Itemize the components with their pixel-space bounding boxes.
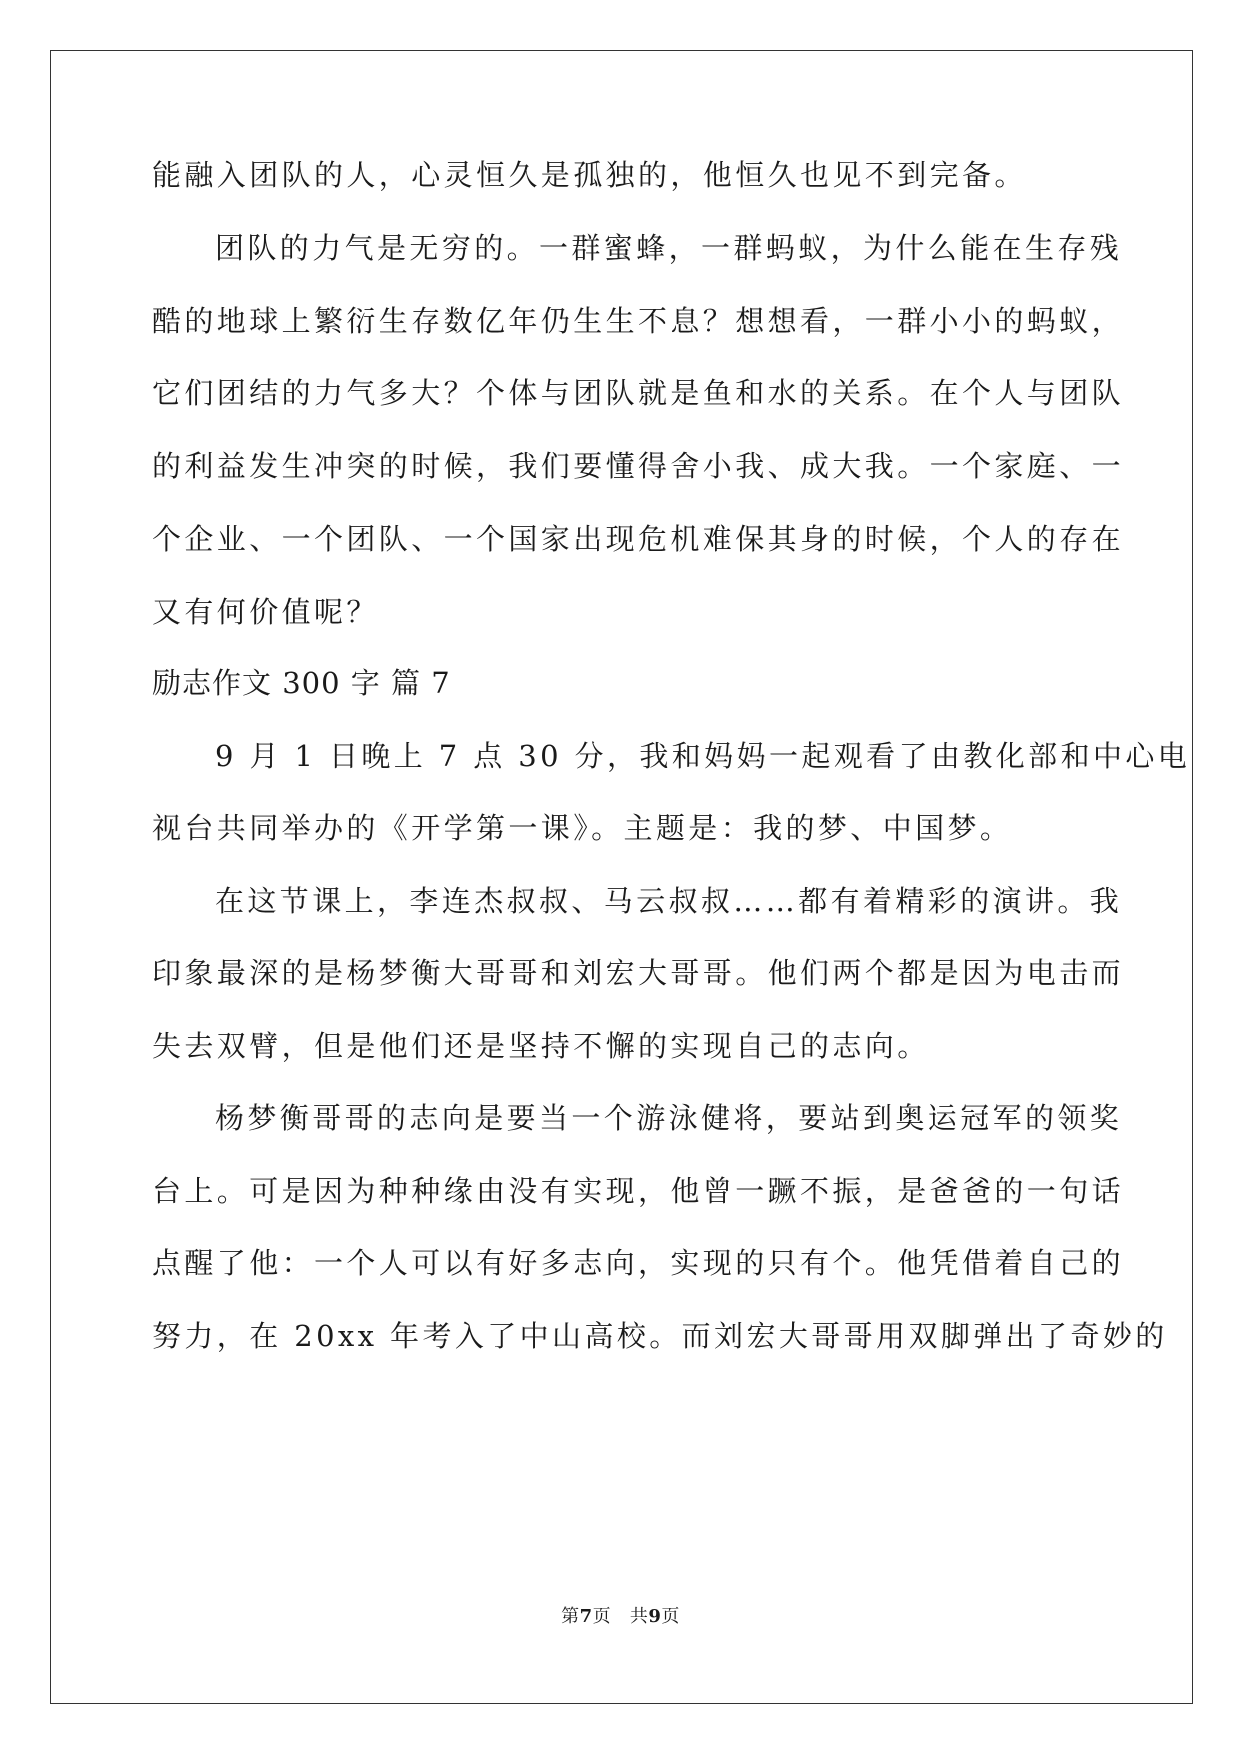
text-line: 努力，在 20xx 年考入了中山高校。而刘宏大哥哥用双脚弹出了奇妙的	[152, 1319, 1168, 1353]
page-footer	[0, 1605, 1241, 1629]
paragraph-start-line: 在这节课上，李连杰叔叔、马云叔叔……都有着精彩的演讲。我	[215, 884, 1123, 918]
text-line: 它们团结的力气多大？个体与团队就是鱼和水的关系。在个人与团队	[152, 376, 1125, 410]
text-line: 酷的地球上繁衍生存数亿年仍生生不息？想想看，一群小小的蚂蚁，	[152, 304, 1125, 338]
footer-prefix: 第	[561, 1606, 580, 1627]
text-line: 个企业、一个团队、一个国家出现危机难保其身的时候，个人的存在	[152, 522, 1125, 556]
footer-suffix: 页	[661, 1606, 680, 1627]
section-heading: 励志作文 300 字 篇 7	[152, 666, 451, 700]
paragraph-start-line: 团队的力气是无穷的。一群蜜蜂，一群蚂蚁，为什么能在生存残	[215, 231, 1123, 265]
paragraph-start-line: 杨梦衡哥哥的志向是要当一个游泳健将，要站到奥运冠军的领奖	[215, 1101, 1123, 1135]
footer-mid: 页 共	[592, 1606, 649, 1627]
text-line: 视台共同举办的《开学第一课》。主题是：我的梦、中国梦。	[152, 811, 1013, 845]
text-line: 又有何价值呢？	[152, 595, 379, 629]
page-border	[50, 50, 1193, 1704]
text-line: 失去双臂，但是他们还是坚持不懈的实现自己的志向。	[152, 1029, 930, 1063]
text-line: 点醒了他：一个人可以有好多志向，实现的只有个。他凭借着自己的	[152, 1246, 1125, 1280]
total-page-number: 9	[648, 1606, 662, 1627]
text-line: 的利益发生冲突的时候，我们要懂得舍小我、成大我。一个家庭、一	[152, 449, 1125, 483]
text-line: 印象最深的是杨梦衡大哥哥和刘宏大哥哥。他们两个都是因为电击而	[152, 956, 1125, 990]
text-line: 能融入团队的人，心灵恒久是孤独的，他恒久也见不到完备。	[152, 158, 1027, 192]
text-line: 台上。可是因为种种缘由没有实现，他曾一蹶不振，是爸爸的一句话	[152, 1174, 1125, 1208]
current-page-number: 7	[579, 1606, 593, 1627]
paragraph-start-line: 9 月 1 日晚上 7 点 30 分，我和妈妈一起观看了由教化部和中心电	[215, 739, 1191, 773]
